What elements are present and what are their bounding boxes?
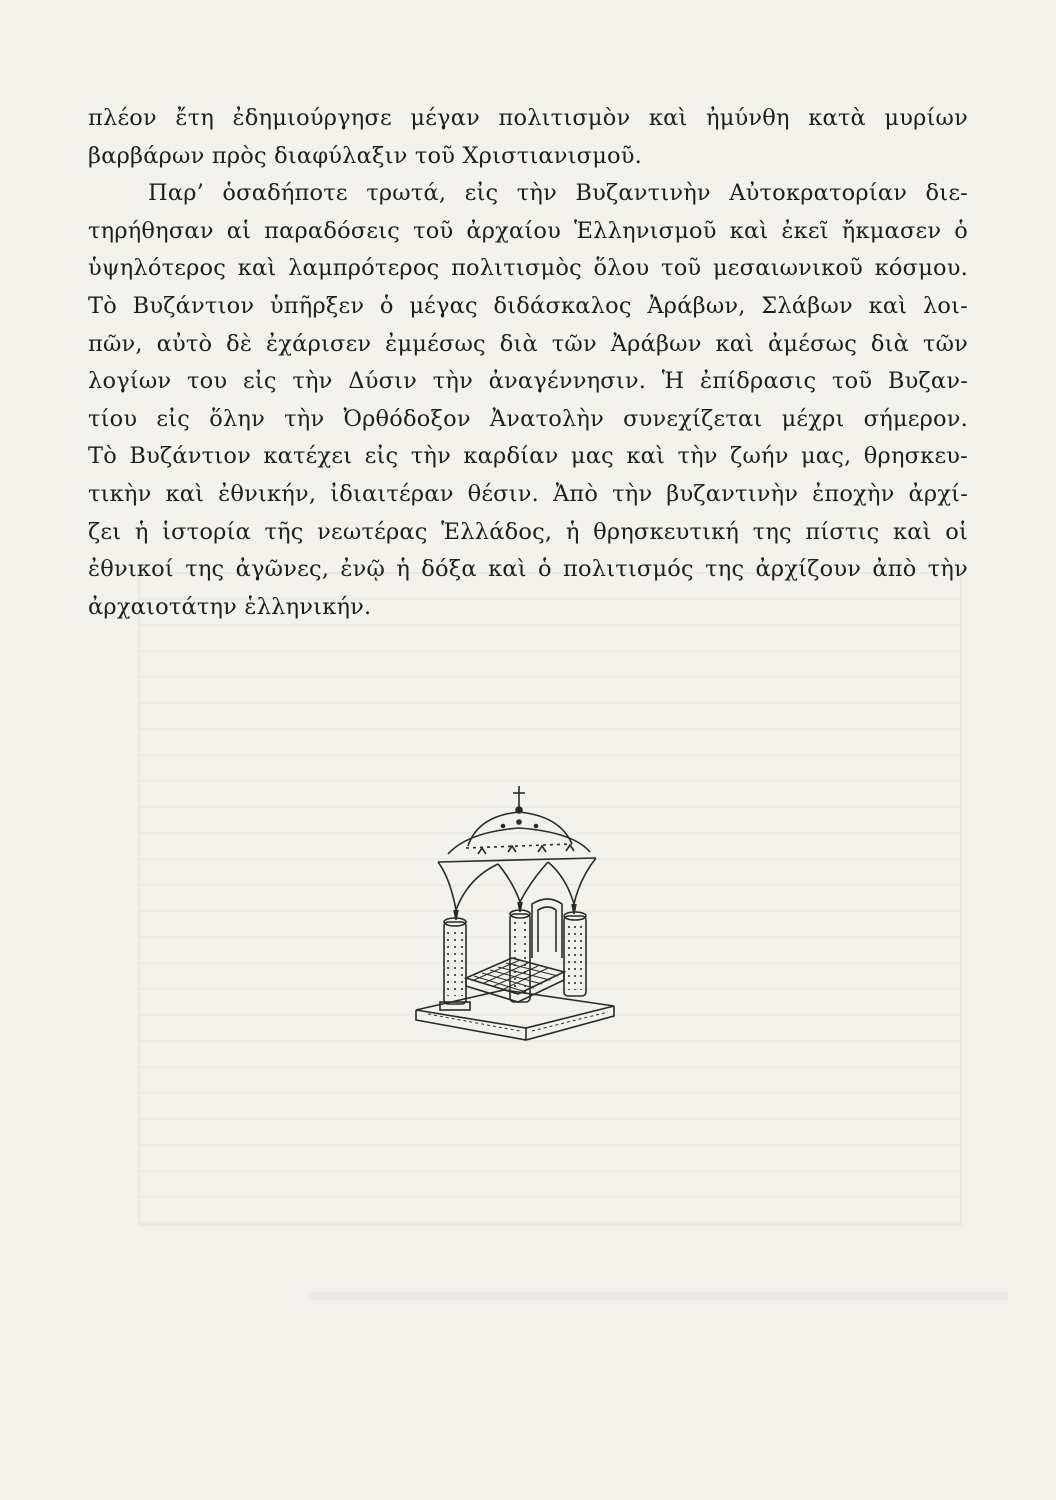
text-line: τηρήθησαν αἱ παραδόσεις τοῦ ἀρχαίου Ἑλληνισμοῦ καὶ ἐκεῖ ἤκμασεν ὁ xyxy=(88,217,968,244)
text-line: ζει ἡ ἱστορία τῆς νεωτέρας Ἑλλάδος, ἡ θρησκευτική της πίστις καὶ οἱ xyxy=(88,518,968,545)
text-line: ὑψηλότερος καὶ λαμπρότερος πολιτισμὸς ὅλου τοῦ μεσαιωνικοῦ κόσμου. xyxy=(88,255,968,282)
text-line: Τὸ Βυζάντιον ὑπῆρξεν ὁ μέγας διδάσκαλος Ἀράβων, Σλάβων καὶ λοι- xyxy=(88,292,968,319)
text-line: τικὴν καὶ ἐθνικήν, ἰδιαιτέραν θέσιν. Ἀπὸ τὴν βυζαντινὴν ἐποχὴν ἀρχί- xyxy=(88,480,968,507)
text-line: ἀρχαιοτάτην ἑλληνικήν. xyxy=(88,593,372,620)
text-line: Παρ’ ὁσαδήποτε τρωτά, εἰς τὴν Βυζαντινὴν Αὐτοκρατορίαν διε- xyxy=(148,180,968,207)
text-line: πλέον ἔτη ἐδημιούργησε μέγαν πολιτισμὸν καὶ ἠμύνθη κατὰ μυρίων xyxy=(88,105,968,131)
text-line: βαρβάρων πρὸς διαφύλαξιν τοῦ Χριστιανισμοῦ. xyxy=(88,142,643,169)
text-line: ἐθνικοί της ἀγῶνες, ἐνῷ ἡ δόξα καὶ ὁ πολιτισμός της ἀρχίζουν ἀπὸ τὴν xyxy=(88,556,968,583)
show-through-caption xyxy=(308,1292,1008,1300)
text-line: πῶν, αὐτὸ δὲ ἐχάρισεν ἐμμέσως διὰ τῶν Ἀράβων καὶ ἀμέσως διὰ τῶν xyxy=(88,330,968,357)
byzantine-throne-canopy-icon xyxy=(408,782,622,1046)
text-line: λογίων του εἰς τὴν Δύσιν τὴν ἀναγέννησιν. Ἡ ἐπίδρασις τοῦ Βυζαν- xyxy=(88,368,968,395)
text-line: Τὸ Βυζάντιον κατέχει εἰς τὴν καρδίαν μας καὶ τὴν ζωήν μας, θρησκευ- xyxy=(88,443,968,470)
body-text xyxy=(88,100,968,626)
text-line: τίου εἰς ὅλην τὴν Ὀρθόδοξον Ἀνατολὴν συνεχίζεται μέχρι σήμερον. xyxy=(88,405,968,432)
